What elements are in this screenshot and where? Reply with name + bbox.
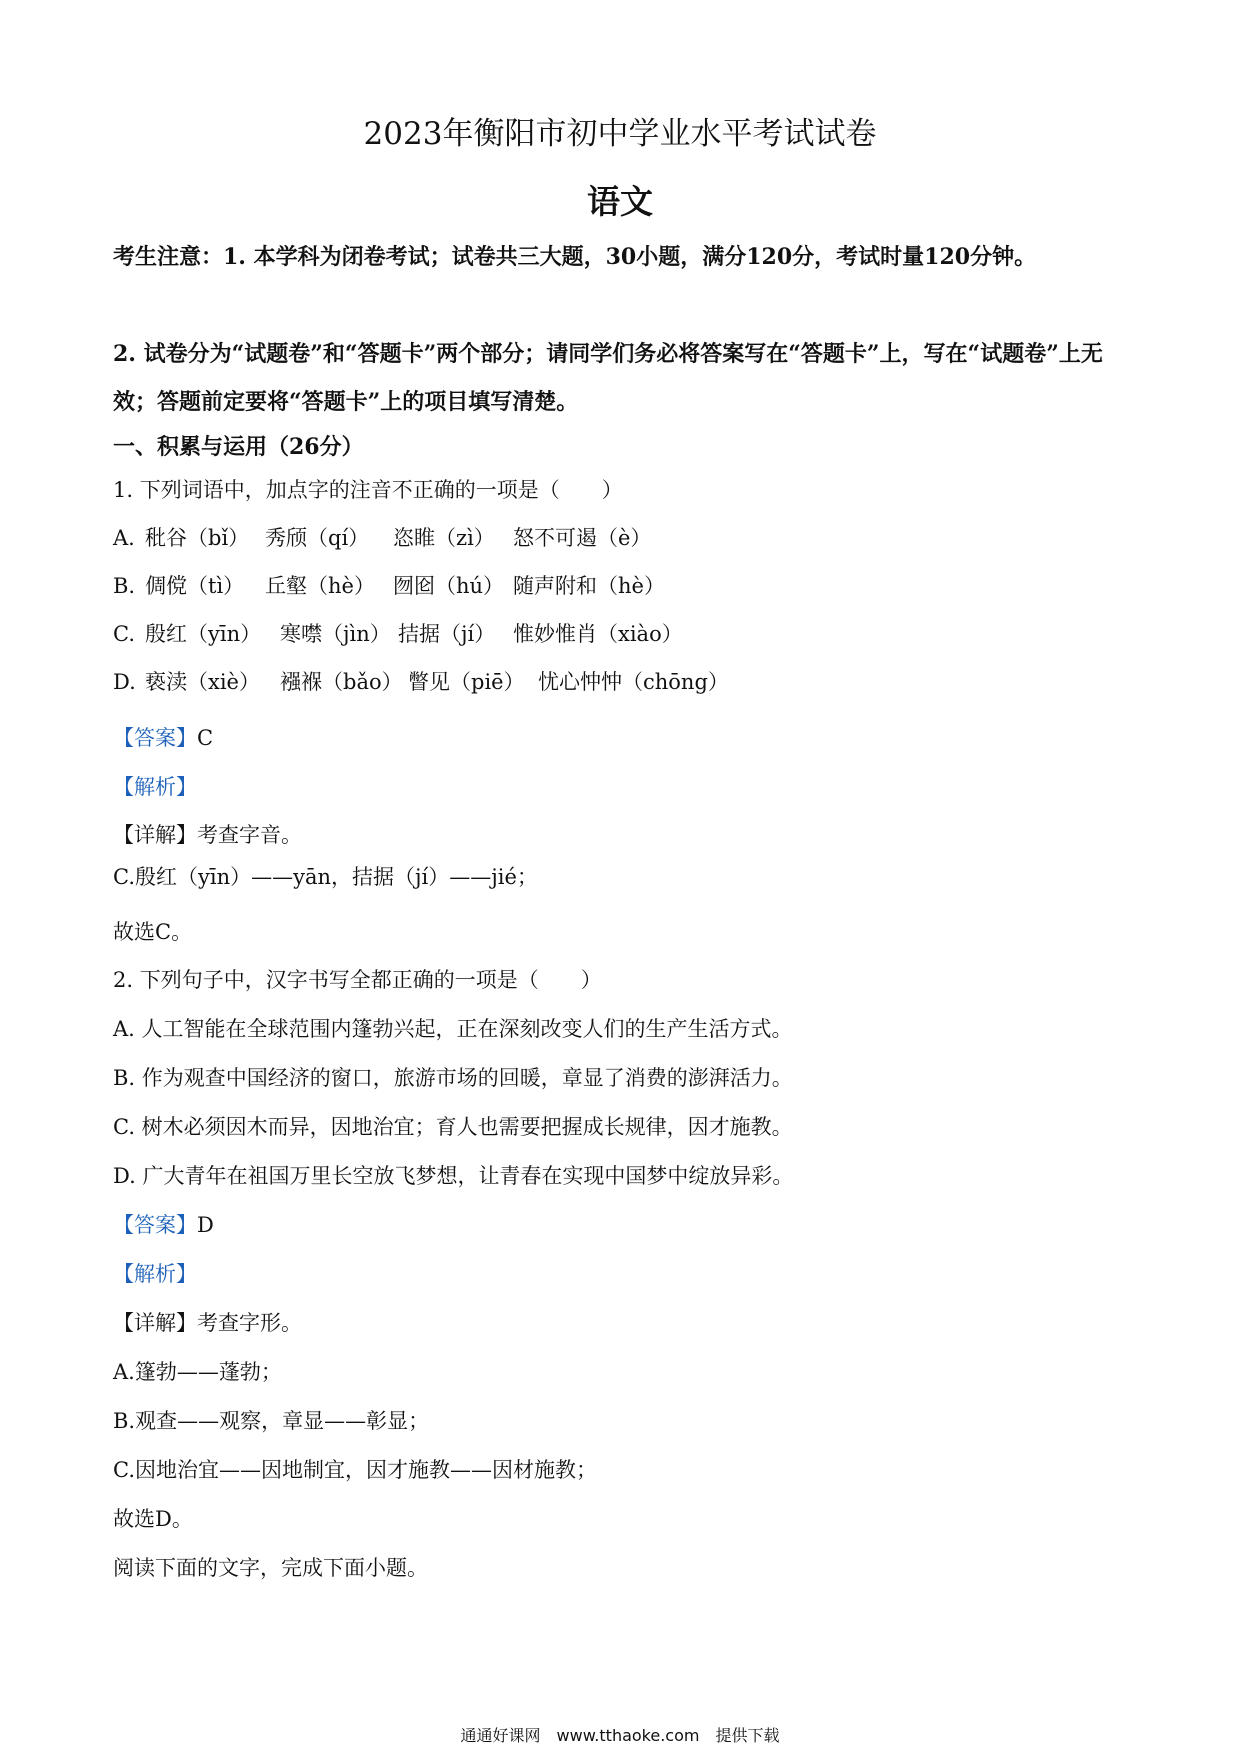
detail-tag: 【详解】 — [113, 1311, 197, 1335]
q1-option-c — [113, 619, 1133, 649]
question-2-stem: 2. 下列句子中，汉字书写全都正确的一项是（ ） — [113, 968, 602, 992]
q1-option-d — [113, 667, 1133, 697]
option-word: 襁褓（bǎo） — [280, 670, 403, 694]
option-word: 亵渎（xiè） — [145, 670, 260, 694]
q2-analysis-tag: 【解析】 — [113, 1262, 197, 1286]
q1-answer — [113, 723, 1133, 753]
q1-conclusion: 故选C。 — [113, 920, 193, 944]
answer-value: D — [197, 1213, 214, 1237]
q2-explain-c: C.因地治宜——因地制宜，因才施教——因材施教； — [113, 1458, 597, 1482]
subject-title: 语文 — [587, 182, 653, 221]
reading-intro: 阅读下面的文字，完成下面小题。 — [113, 1556, 428, 1580]
q2-explain-a: A.篷勃——蓬勃； — [113, 1360, 282, 1384]
option-word: 惟妙惟肖（xiào） — [513, 622, 683, 646]
q2-explain-b: B.观查——观察，章显——彰显； — [113, 1409, 430, 1433]
q2-answer — [113, 1210, 1133, 1240]
answer-tag: 【答案】 — [113, 1213, 197, 1237]
q2-option-d: D. 广大青年在祖国万里长空放飞梦想，让青春在实现中国梦中绽放异彩。 — [113, 1164, 794, 1188]
option-label: D. — [113, 670, 136, 694]
option-word: 殷红（yīn） — [145, 622, 262, 646]
q1-explain: C.殷红（yīn）——yān，拮据（jí）——jié； — [113, 865, 538, 889]
detail-text: 考查字音。 — [197, 823, 302, 847]
option-word: 随声附和（hè） — [513, 574, 665, 598]
option-word: 囫囵（hú） — [393, 574, 505, 598]
option-word: 丘壑（hè） — [265, 574, 375, 598]
option-word: 秕谷（bǐ） — [145, 526, 250, 550]
q1-detail — [113, 820, 1133, 850]
q2-option-b: B. 作为观查中国经济的窗口，旅游市场的回暖，章显了消费的澎湃活力。 — [113, 1066, 793, 1090]
option-word: 恣睢（zì） — [393, 526, 495, 550]
option-label: A. — [113, 526, 135, 550]
q2-conclusion: 故选D。 — [113, 1507, 193, 1531]
notice-line-1: 考生注意：1. 本学科为闭卷考试；试卷共三大题，30小题，满分120分，考试时量120分钟。 — [113, 244, 1037, 270]
q1-option-b — [113, 571, 1133, 601]
q2-detail — [113, 1308, 1133, 1338]
q2-option-c: C. 树木必须因木而异，因地治宜；育人也需要把握成长规律，因才施教。 — [113, 1115, 793, 1139]
option-label: B. — [113, 574, 136, 598]
option-word: 拮据（jí） — [398, 622, 496, 646]
q1-analysis-tag: 【解析】 — [113, 775, 197, 799]
detail-tag: 【详解】 — [113, 823, 197, 847]
question-1-stem: 1. 下列词语中，加点字的注音不正确的一项是（ ） — [113, 478, 623, 502]
option-word: 怒不可遏（è） — [513, 526, 652, 550]
q1-option-a — [113, 523, 1133, 553]
option-word: 忧心忡忡（chōng） — [538, 670, 729, 694]
q2-option-a: A. 人工智能在全球范围内篷勃兴起，正在深刻改变人们的生产生活方式。 — [113, 1017, 793, 1041]
option-word: 瞥见（piē） — [408, 670, 525, 694]
option-word: 寒噤（jìn） — [280, 622, 391, 646]
answer-tag: 【答案】 — [113, 726, 197, 750]
footer-source: 通通好课网 www.tthaoke.com 提供下载 — [460, 1726, 780, 1745]
section-heading: 一、积累与运用（26分） — [113, 434, 364, 460]
detail-text: 考查字形。 — [197, 1311, 302, 1335]
answer-value: C — [197, 726, 214, 750]
option-word: 秀颀（qí） — [265, 526, 370, 550]
notice-line-2: 2. 试卷分为“试题卷”和“答题卡”两个部分；请同学们务必将答案写在“答题卡”上，写在“试题卷”上无效；答题前定要将“答题卡”上的项目填写清楚。 — [113, 341, 1103, 415]
exam-title: 2023年衡阳市初中学业水平考试试卷 — [363, 116, 877, 152]
option-word: 倜傥（tì） — [145, 574, 245, 598]
option-label: C. — [113, 622, 135, 646]
